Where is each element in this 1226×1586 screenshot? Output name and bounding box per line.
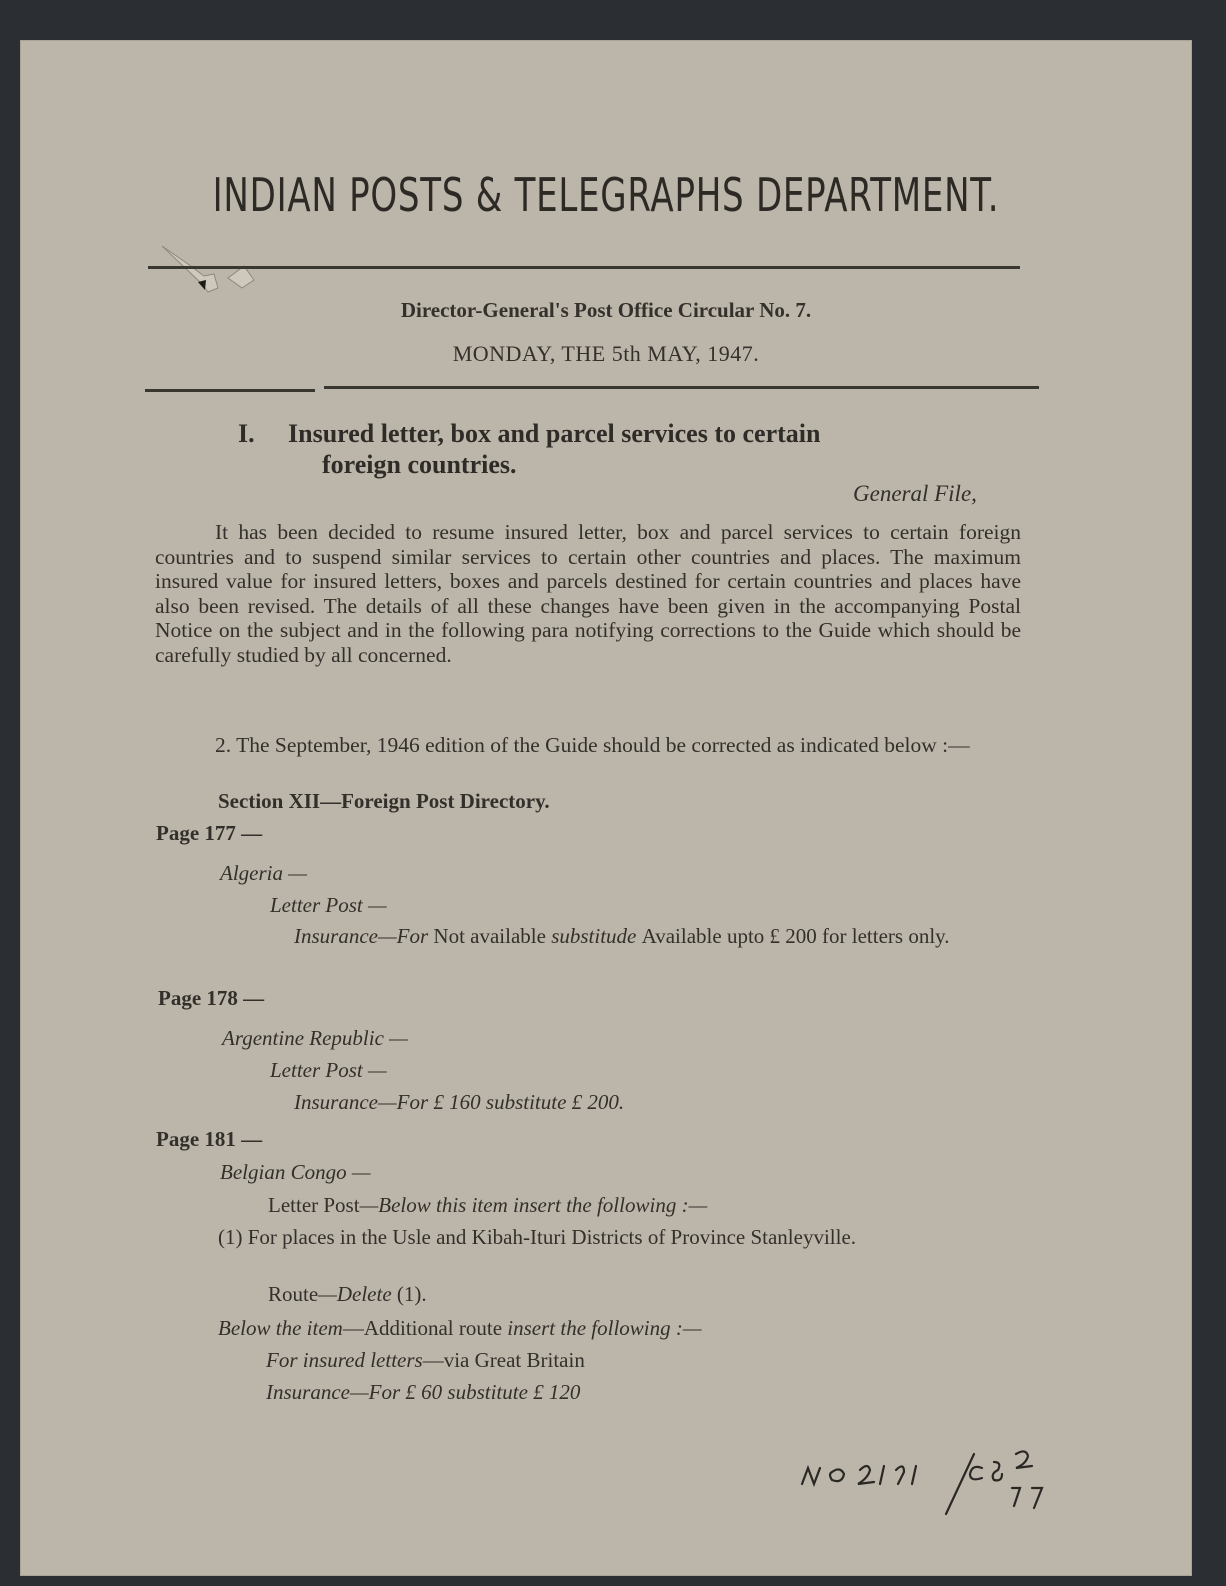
argentine-country: Argentine Republic — — [222, 1026, 408, 1050]
paper-tear-mark — [158, 236, 278, 306]
page-181-label: Page 181 — — [156, 1127, 263, 1151]
algeria-letter-post: Letter Post — — [270, 893, 387, 917]
date-divider-right — [324, 386, 1039, 389]
belgian-congo-additional-route: Below the item—Additional route insert the following :— — [218, 1316, 702, 1340]
argentine-letter-post: Letter Post — — [270, 1058, 387, 1082]
circular-page — [20, 40, 1192, 1576]
belgian-congo-country: Belgian Congo — — [220, 1160, 371, 1184]
argentine-insurance: Insurance—For £ 160 substitute £ 200. — [294, 1090, 625, 1114]
belgian-congo-route: Route—Delete (1). — [268, 1282, 427, 1306]
section-number: I. — [238, 419, 255, 448]
date-divider-left — [145, 389, 315, 392]
circular-date: MONDAY, THE 5th MAY, 1947. — [452, 341, 760, 366]
title-divider — [148, 266, 1020, 269]
belgian-congo-insured-letters: For insured letters—via Great Britain — [266, 1348, 585, 1372]
handwritten-reference-note — [796, 1440, 1066, 1518]
heading-line-1: Insured letter, box and parcel services to certain — [288, 419, 821, 448]
page-178-label: Page 178 — — [158, 986, 265, 1010]
paragraph-2: 2. The September, 1946 edition of the Guide should be corrected as indicated below :— — [215, 733, 970, 757]
page-177-label: Page 177 — — [156, 821, 263, 845]
file-reference: General File, — [853, 481, 977, 506]
heading-line-2: foreign countries. — [322, 450, 517, 479]
belgian-congo-item-1: (1) For places in the Usle and Kibah-Ituri Districts of Province Stanleyville. — [218, 1225, 857, 1249]
paragraph-1: It has been decided to resume insured letter, box and parcel services to certain foreign countries and to suspend similar services to certain other countries and places. The maximum insured value for insured letters, boxes and parcels destined for certain countries and places have also been revised. The details of all these changes have been given in the accompanying Postal Notice on the subject and in the following para notifying corrections to the Guide which should be carefully studied by all concerned. — [155, 520, 1021, 667]
section-heading — [238, 418, 998, 480]
belgian-congo-letter-post: Letter Post—Below this item insert the following :— — [268, 1193, 708, 1217]
document-title: INDIAN POSTS & TELEGRAPHS DEPARTMENT. — [212, 168, 1000, 222]
algeria-insurance: Insurance—For Not available substitude Available upto £ 200 for letters only. — [294, 924, 950, 948]
belgian-congo-insurance: Insurance—For £ 60 substitute £ 120 — [266, 1380, 581, 1404]
algeria-country: Algeria — — [220, 861, 307, 885]
section-title: Section XII—Foreign Post Directory. — [218, 789, 550, 813]
circular-number: Director-General's Post Office Circular No. 7. — [400, 298, 812, 322]
